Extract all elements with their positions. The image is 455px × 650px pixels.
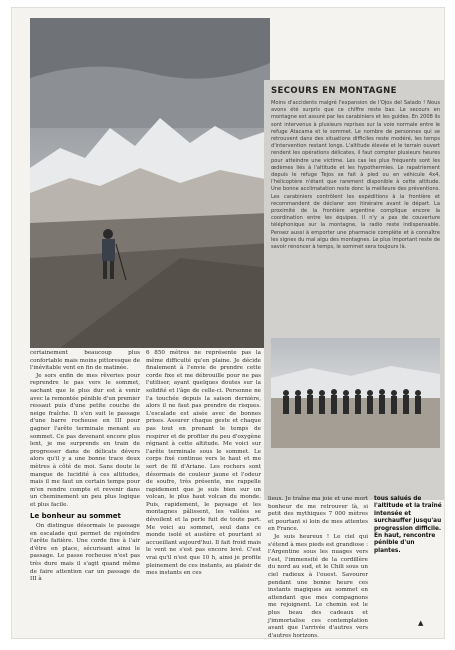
end-of-article-icon: ▲ [418, 619, 424, 627]
sidebar-box [264, 80, 444, 500]
rescue-team-photo [271, 338, 440, 448]
mountain-landscape-illustration [30, 18, 270, 348]
paragraph: lieux. Je traîne ma joie et une mort bonheur de me retrouver là, si petit des mythiques 7 000 mètres et pourtant si loin de mes attentes en France. [268, 496, 368, 533]
sidebar-body-text: Moins d'accidents malgré l'expansion de l'Ojos del Salado ! Nous avons été surpris que ce chiffre reste bas. Le secours en montagne est assuré par les carabiniers et les guides. En 2008 ils sont intervenus à plusieurs reprises sur la voie normale entre le refuge Atacama et le sommet. Le nombre de personnes qui se retrouvent dans des situations difficiles reste modéré, les temps d'intervention restant longs. L'altitude élevée et le terrain ouvert rendent les opérations délicates, il faut compter plusieurs heures pour atteindre une victime. Les cas les plus fréquents sont les œdèmes liés à l'altitude et les hypothermies. Le rapatriement depuis le refuge Tejos se fait à pied ou en véhicule 4x4, l'hélicoptère n'étant que rarement disponible à cette altitude. Une bonne acclimatation reste donc la meilleure des préventions. Les carabiniers contrôlent les expéditions à la frontière et recommandent de déclarer son itinéraire avant le départ. La proximité de la frontière argentine complique encore la coordination entre les équipes. Il n'y a pas de couverture téléphonique sur la montagne, la radio reste indispensable. Pensez aussi à emporter une pharmacie complète et à connaître les signes du mal aigu des montagnes. Le plus important reste de savoir renoncer à temps, le sommet sera toujours là. [271, 100, 440, 251]
paragraph: On distingue désormais le passage en escalade qui permet de rejoindre l'arête faitière. Une corde fixe à l'air d'être en place, sécurisant ainsi le passage. Le passe rocheuse n'est pas très dure mais il s'agit quand même de faire attention car un passage de III à [30, 523, 140, 583]
paragraph: 6 850 mètres ne représente pas la même difficulté qu'en plaine. Je décide finalement à l'envie de prendre cette corde fixe et me débrouille pour ne pas l'utiliser, ayant quelques doutes sur la solidité et l'âge de celle-ci. Personne ne l'a touchée depuis la saison dernière, alors il ne faut pas prendre de risques. L'escalade est aisée avec de bonnes prises. Assurer chaque geste et chaque pas tout en prenant le temps de respirer et de profiter du peu d'oxygène régnant à cette altitude. Me voici sur l'arête terminale sous le sommet. Le corps fixé continue vers le haut et me sert de fil d'Ariane. Les rochers sont désormais de couleur jaune et l'odeur de soufre, très présente, me rappelle rapidement que je suis bien sur un volcan, le plus haut volcan du monde. Puis, rapidement, le paysage et les montagnes pâlissent, les vallées se dévoilent et la perle fuit de toute part. Me voici au sommet, seul dans ce monde isolé et austère et pourtant si accueillant aujourd'hui. Il fait froid mais le vent ne s'est pas encore levé. C'est vrai qu'il n'est que 10 h, ainsi je profite pleinement de ces instants, au plaisir de mes instants en ces [146, 350, 261, 577]
paragraph: Je sors enfin de mes rêveries pour reprendre le pas vers le sommet, sachant que le plus dur est à venir avec la remontée pénible d'un premier ressaut puis d'une petite couche de neige fraîche. Il s'en suit le passage d'une barre rocheuse en III pour gagner l'arête terminale menant au sommet. Ce pas devenant encore plus lent, je me surprends en train de progresser dans de délicats dévers alors qu'il y a une bonne trace deux mètres à côté de moi. Sans doute le manque de lucidité à ces altitudes, mais il me faut un certain temps pour m'en rendre compte et revenir dans un cheminement un peu plus logique et plus facile. [30, 372, 141, 508]
magazine-page [12, 8, 444, 638]
sidebar-title: SECOURS EN MONTAGNE [271, 86, 397, 96]
text-column-2 [146, 350, 261, 578]
text-column-3 [268, 496, 368, 638]
section-subheading: Le bonheur au sommet [30, 512, 121, 521]
pull-quote: tous salués de l'altitude et la traîné intensée et surchauffer jusqu'au progression difficile. En haut, rencontre pénible d'un plantes. [374, 496, 442, 554]
group-photo-illustration [271, 338, 440, 448]
text-column-1 [30, 350, 140, 584]
mountain-photo [30, 18, 270, 348]
paragraph: certainement beaucoup plus confortable mais moins pittoresque de l'inévitable vent en fin de matinée. [30, 350, 140, 372]
paragraph: Je suis heureux ! Le ciel qui s'étend à mes pieds est grandiose : l'Argentine sous les nuages vers l'est, l'immensité de la cordillère du nord au sud, et le Chili sous un ciel radieux à l'ouest. Savourer pendant une bonne heure ces instants magiques au sommet en attendant que mes compagnons me rejoignent. Le chemin est le plus beau des cadeaux et j'immortalise ces contemplation avant que l'arrivée d'autres vers d'autres horizons. [268, 533, 368, 638]
